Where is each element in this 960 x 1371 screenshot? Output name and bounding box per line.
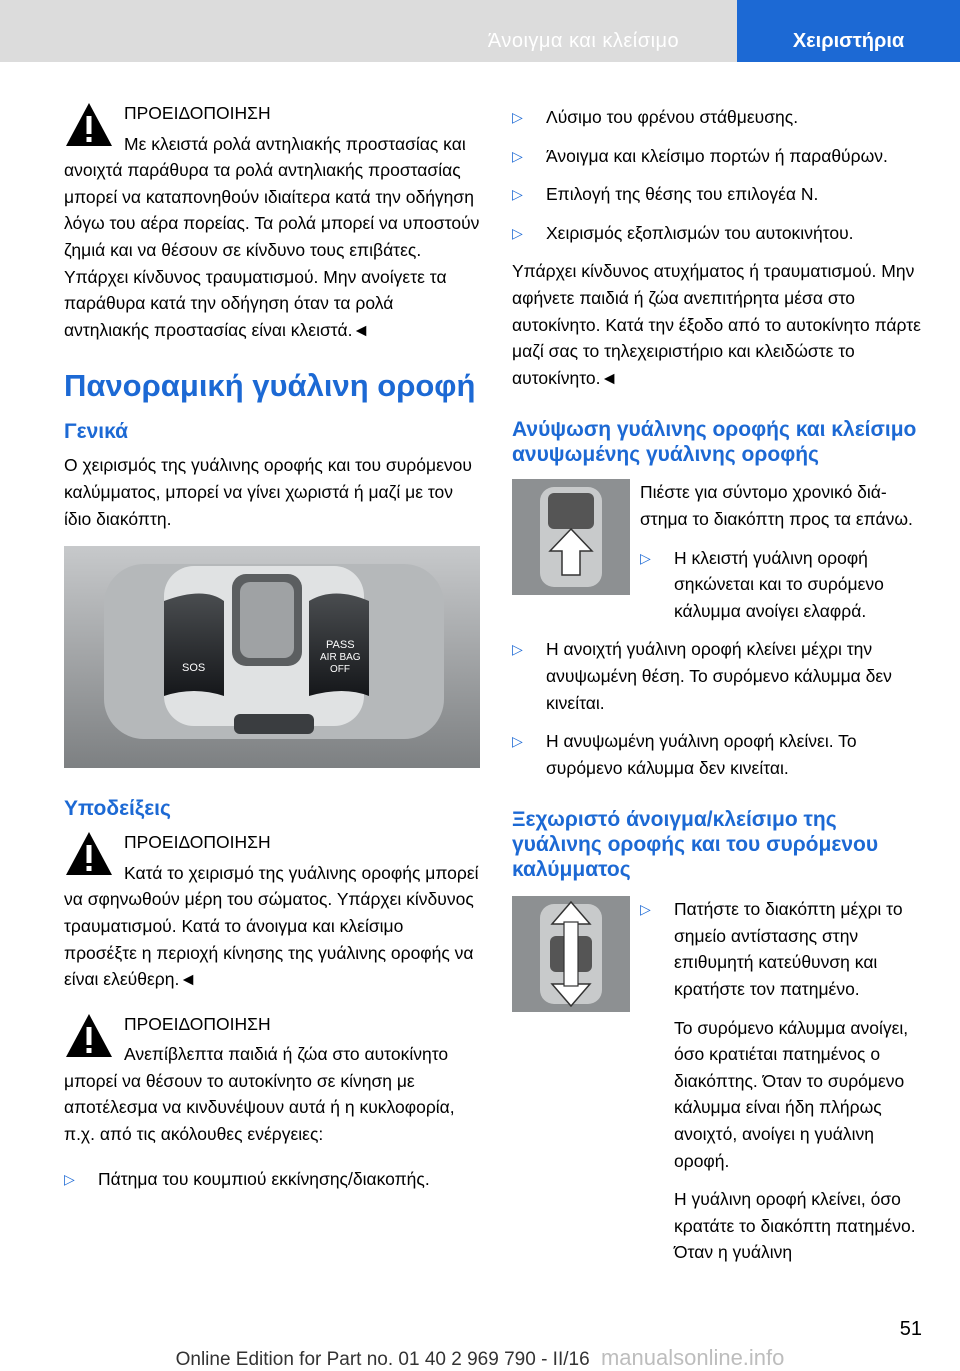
header-section-title: Άνοιγμα και κλείσιμο — [487, 30, 680, 52]
triangle-bullet-icon: ▷ — [512, 641, 523, 658]
page-footer — [0, 1318, 960, 1370]
tilt-block — [512, 479, 928, 636]
list-item: ▷ Πάτημα του κουμπιού εκκίνησης/διακοπής. — [64, 1166, 480, 1193]
list-item: ▷ Άνοιγμα και κλείσιμο πορτών ή παραθύρων. — [512, 143, 928, 170]
warning-text: Με κλειστά ρολά αντηλιακής προστασίας και ανοιχτά παράθυρα τα ρολά αντηλιακής προστασίας μπορεί να καταπονηθούν ιδιαίτερα κατά την οδήγηση λόγω του αέρα πορείας. Τα ρολά μπορεί να υποστούν ζημιά και να θέσουν σε κίνδυνο τους επιβάτες. Υπάρχει κίνδυνος τραυματισμού. Μην ανοίγετε τα παράθυρα κατά την οδήγηση όταν τα ρολά αντηλιακής προστασίας είναι κλειστά.◄ — [64, 133, 480, 340]
bullet-list — [64, 1166, 480, 1193]
switch-up-photo — [512, 479, 630, 595]
left-column — [64, 100, 480, 1204]
warning-triangle-icon — [64, 1011, 114, 1061]
subsection-heading-notes: Υποδείξεις — [64, 797, 171, 821]
warning-title: ΠΡΟΕΙΔΟΠΟΙΗΣΗ — [124, 832, 271, 853]
warning-title: ΠΡΟΕΙΔΟΠΟΙΗΣΗ — [124, 103, 271, 123]
warning-box — [64, 1011, 480, 1148]
separate-paragraph: Το συρόμενο κάλυμμα ανοίγει, όσο κρατιέται πατημένος ο διακόπτης. Όταν το συρόμενο κάλυμμα είναι ήδη πλήρως ανοιχτό, ανοίγει η γυάλινη οροφή. — [674, 1017, 909, 1171]
triangle-bullet-icon: ▷ — [640, 549, 651, 566]
footer-edition — [0, 1345, 960, 1371]
list-item: ▷ Η κλειστή γυάλινη οροφή σηκώνεται και το συρόμενο κάλυμμα ανοίγει ελαφρά. — [640, 545, 928, 625]
danger-paragraph: Υπάρχει κίνδυνος ατυχήματος ή τραυματισμού. Μην αφήνετε παιδιά ή ζώα ανεπιτήρητα μέσα στο αυτοκίνητο. Κατά την έξοδο από το αυτοκίνητο πάρτε μαζί σας το τηλεχειριστήριο και κλειδώστε το αυτοκίνητο.◄ — [512, 261, 921, 388]
warning-text: Ανεπίβλεπτα παιδιά ή ζώα στο αυτοκίνητο μπορεί να θέσουν το αυτοκίνητο σε κίνηση με αποτέλεσμα να κινδυνέψουν αυτά ή η κυκλοφορία, π.χ. από τις ακόλουθες ενέργειες: — [64, 1044, 455, 1145]
separate-block — [512, 896, 928, 1278]
list-item: ▷ Η ανοιχτή γυάλινη οροφή κλείνει μέχρι την ανυψωμένη θέση. Το συρόμενο κάλυμμα δεν κινείται. — [512, 636, 928, 716]
separate-paragraph: Η γυάλινη οροφή κλείνει, όσο κρατάτε το διακόπτη πατημένο. Όταν η γυάλινη — [674, 1189, 916, 1263]
triangle-bullet-icon: ▷ — [512, 109, 523, 125]
triangle-bullet-icon: ▷ — [64, 1170, 75, 1187]
triangle-bullet-icon: ▷ — [512, 733, 523, 750]
subsection-heading-separate: Ξεχωριστό άνοιγμα/κλείσιμο της γυάλινης οροφής και του συρόμενου καλύμματος — [512, 808, 879, 882]
bullet-list — [640, 545, 928, 625]
list-item: ▷ Λύσιμο του φρένου στάθμευσης. — [512, 104, 928, 131]
list-item: ▷ Πατήστε το διακόπτη μέχρι το σημείο αντίστασης στην επιθυμητή κατεύθυνση και κρατήστε τον πατημένο. — [640, 896, 928, 1002]
tilt-paragraph: Πιέστε για σύντομο χρονικό διάστημα το διακόπτη προς τα επάνω. — [640, 482, 913, 529]
section-heading: Πανοραμική γυάλινη οροφή — [64, 368, 476, 404]
general-paragraph: Ο χειρισμός της γυάλινης οροφής και του συρόμενου καλύμματος, μπορεί να γίνει χωριστά ή μαζί με τον ίδιο διακόπτη. — [64, 455, 472, 529]
page-header — [0, 0, 960, 62]
switch-updown-photo — [512, 896, 630, 1012]
warning-box — [64, 100, 480, 343]
header-chapter-tab: Χειριστήρια — [737, 0, 960, 62]
list-item: ▷ Επιλογή της θέσης του επιλογέα N. — [512, 181, 928, 208]
list-item: ▷ Χειρισμός εξοπλισμών του αυτοκινήτου. — [512, 220, 928, 247]
triangle-bullet-icon: ▷ — [640, 901, 651, 918]
warning-text: Κατά το χειρισμό της γυάλινης οροφής μπορεί να σφηνωθούν μέρη του σώματος. Υπάρχει κίνδυνος τραυματισμού. Κατά το άνοιγμα και κλείσιμο προσέξτε η περιοχή κίνησης της γυάλινης οροφής να είναι ελεύθερη.◄ — [64, 862, 479, 990]
warning-triangle-icon — [64, 100, 114, 150]
subsection-heading-general: Γενικά — [64, 420, 129, 444]
page-number: 51 — [899, 1318, 922, 1340]
bullet-list — [640, 896, 928, 1002]
airbag-label: AIR BAG — [320, 652, 361, 664]
list-item: ▷ Η ανυψωμένη γυάλινη οροφή κλείνει. Το συρόμενο κάλυμμα δεν κινείται. — [512, 728, 928, 781]
triangle-bullet-icon: ▷ — [512, 186, 523, 203]
bullet-list — [512, 636, 928, 781]
off-label: OFF — [330, 664, 350, 676]
pass-label: PASS — [326, 639, 355, 652]
warning-box — [64, 829, 480, 993]
edition-text: Online Edition for Part no. 01 40 2 969 790 - II/16 — [175, 1349, 590, 1370]
bullet-list — [512, 104, 928, 246]
sos-label: SOS — [182, 662, 206, 675]
triangle-bullet-icon: ▷ — [512, 147, 523, 164]
watermark: manualsonline.info — [600, 1345, 785, 1370]
subsection-heading-tilt: Ανύψωση γυάλινης οροφής και κλείσιμο ανυψωμένης γυάλινης οροφής — [512, 418, 917, 467]
overhead-console-photo — [64, 546, 480, 768]
triangle-bullet-icon: ▷ — [512, 224, 523, 241]
right-column — [512, 104, 928, 1278]
warning-triangle-icon — [64, 829, 114, 879]
warning-title: ΠΡΟΕΙΔΟΠΟΙΗΣΗ — [124, 1013, 271, 1034]
